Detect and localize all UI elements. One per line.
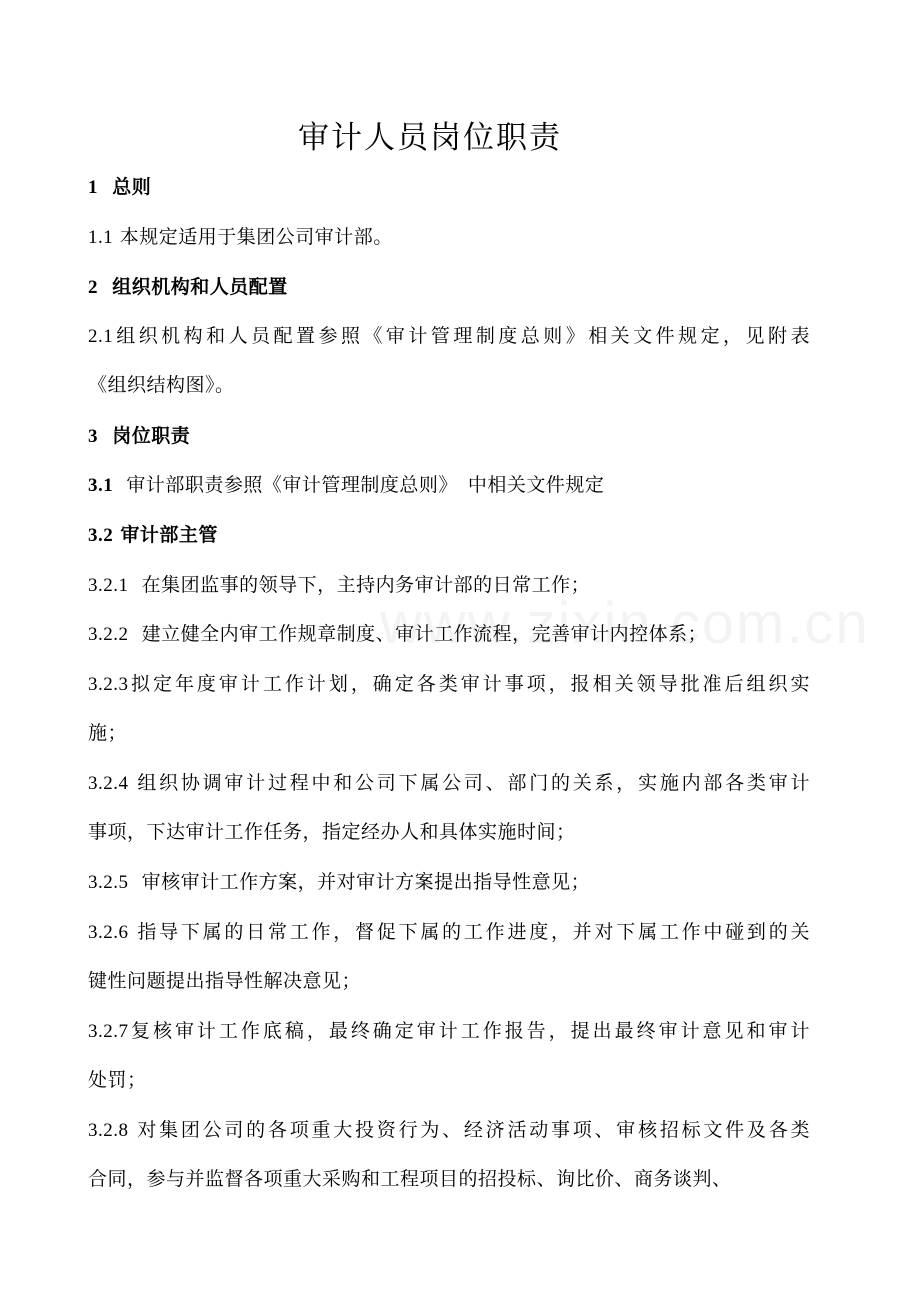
paragraph-2-1-continued [88, 373, 235, 397]
paragraph-2-1 [88, 324, 810, 349]
paragraph-text: 键性问题提出指导性解决意见； [88, 970, 362, 992]
paragraph-3-2-7 [88, 1019, 810, 1044]
paragraph-1-1 [88, 225, 393, 250]
paragraph-3-2-4-continued [88, 820, 576, 844]
paragraph-text: 组织协调审计过程中和公司下属公司、部门的关系，实施内部各类审计 [137, 772, 810, 794]
paragraph-3-2-1 [88, 573, 590, 598]
paragraph-3-2-5 [88, 870, 590, 895]
section-heading-text: 审计部主管 [120, 524, 218, 546]
section-heading-duties [88, 424, 190, 449]
subsection-heading-audit-supervisor [88, 523, 218, 548]
paragraph-text: 合同，参与并监督各项重大采购和工程项目的招投标、询比价、商务谈判、 [88, 1168, 732, 1190]
paragraph-3-2-7-continued [88, 1068, 147, 1092]
paragraph-text: 施； [88, 722, 128, 744]
paragraph-text: 组织机构和人员配置参照《审计管理制度总则》相关文件规定，见附表 [113, 325, 810, 347]
section-heading-general [88, 175, 151, 200]
section-heading-text: 总则 [112, 176, 152, 198]
section-heading-text: 岗位职责 [112, 425, 191, 447]
paragraph-text: 事项，下达审计工作任务，指定经办人和具体实施时间； [88, 821, 576, 843]
paragraph-text: 审核审计工作方案，并对审计方案提出指导性意见； [141, 871, 591, 893]
paragraph-3-2-3-continued [88, 721, 127, 745]
paragraph-text: 本规定适用于集团公司审计部。 [119, 226, 393, 248]
paragraph-3-2-2 [88, 622, 707, 647]
clause-number: 3.1 [88, 475, 114, 496]
clause-number: 3.2.1 [88, 575, 129, 596]
section-heading-organization [88, 275, 288, 300]
paragraph-text: 对集团公司的各项重大投资行为、经济活动事项、审核招标文件及各类 [137, 1119, 810, 1141]
paragraph-text: 审计部职责参照《审计管理制度总则》 中相关文件规定 [126, 474, 605, 496]
clause-number: 3.2.7 [88, 1021, 129, 1042]
clause-number: 3.2.4 [88, 773, 129, 794]
section-number: 3.2 [88, 525, 114, 546]
paragraph-text: 《组织结构图》。 [88, 374, 235, 396]
paragraph-3-1 [88, 473, 604, 498]
page-title: 审计人员岗位职责 [298, 120, 562, 156]
section-number: 2 [88, 277, 98, 298]
clause-number: 1.1 [88, 227, 114, 248]
clause-number: 3.2.6 [88, 922, 129, 943]
clause-number: 3.2.5 [88, 872, 129, 893]
paragraph-text: 拟定年度审计工作计划，确定各类审计事项，报相关领导批准后组织实 [128, 673, 810, 695]
paragraph-text: 复核审计工作底稿，最终确定审计工作报告，提出最终审计意见和审计 [128, 1020, 810, 1042]
paragraph-3-2-6-continued [88, 969, 361, 993]
clause-number: 3.2.3 [88, 674, 129, 695]
clause-number: 3.2.2 [88, 624, 129, 645]
clause-number: 3.2.8 [88, 1120, 129, 1141]
paragraph-text: 指导下属的日常工作，督促下属的工作进度，并对下属工作中碰到的关 [137, 921, 810, 943]
paragraph-3-2-8-continued [88, 1167, 732, 1191]
paragraph-3-2-4 [88, 771, 810, 796]
paragraph-text: 在集团监事的领导下，主持内务审计部的日常工作； [141, 574, 591, 596]
paragraph-3-2-8 [88, 1118, 810, 1143]
paragraph-3-2-3 [88, 672, 810, 697]
section-heading-text: 组织机构和人员配置 [112, 276, 288, 298]
paragraph-text: 建立健全内审工作规章制度、审计工作流程，完善审计内控体系； [141, 623, 708, 645]
section-number: 1 [88, 177, 98, 198]
clause-number: 2.1 [88, 326, 114, 347]
paragraph-3-2-6 [88, 920, 810, 945]
paragraph-text: 处罚； [88, 1069, 147, 1091]
section-number: 3 [88, 426, 98, 447]
